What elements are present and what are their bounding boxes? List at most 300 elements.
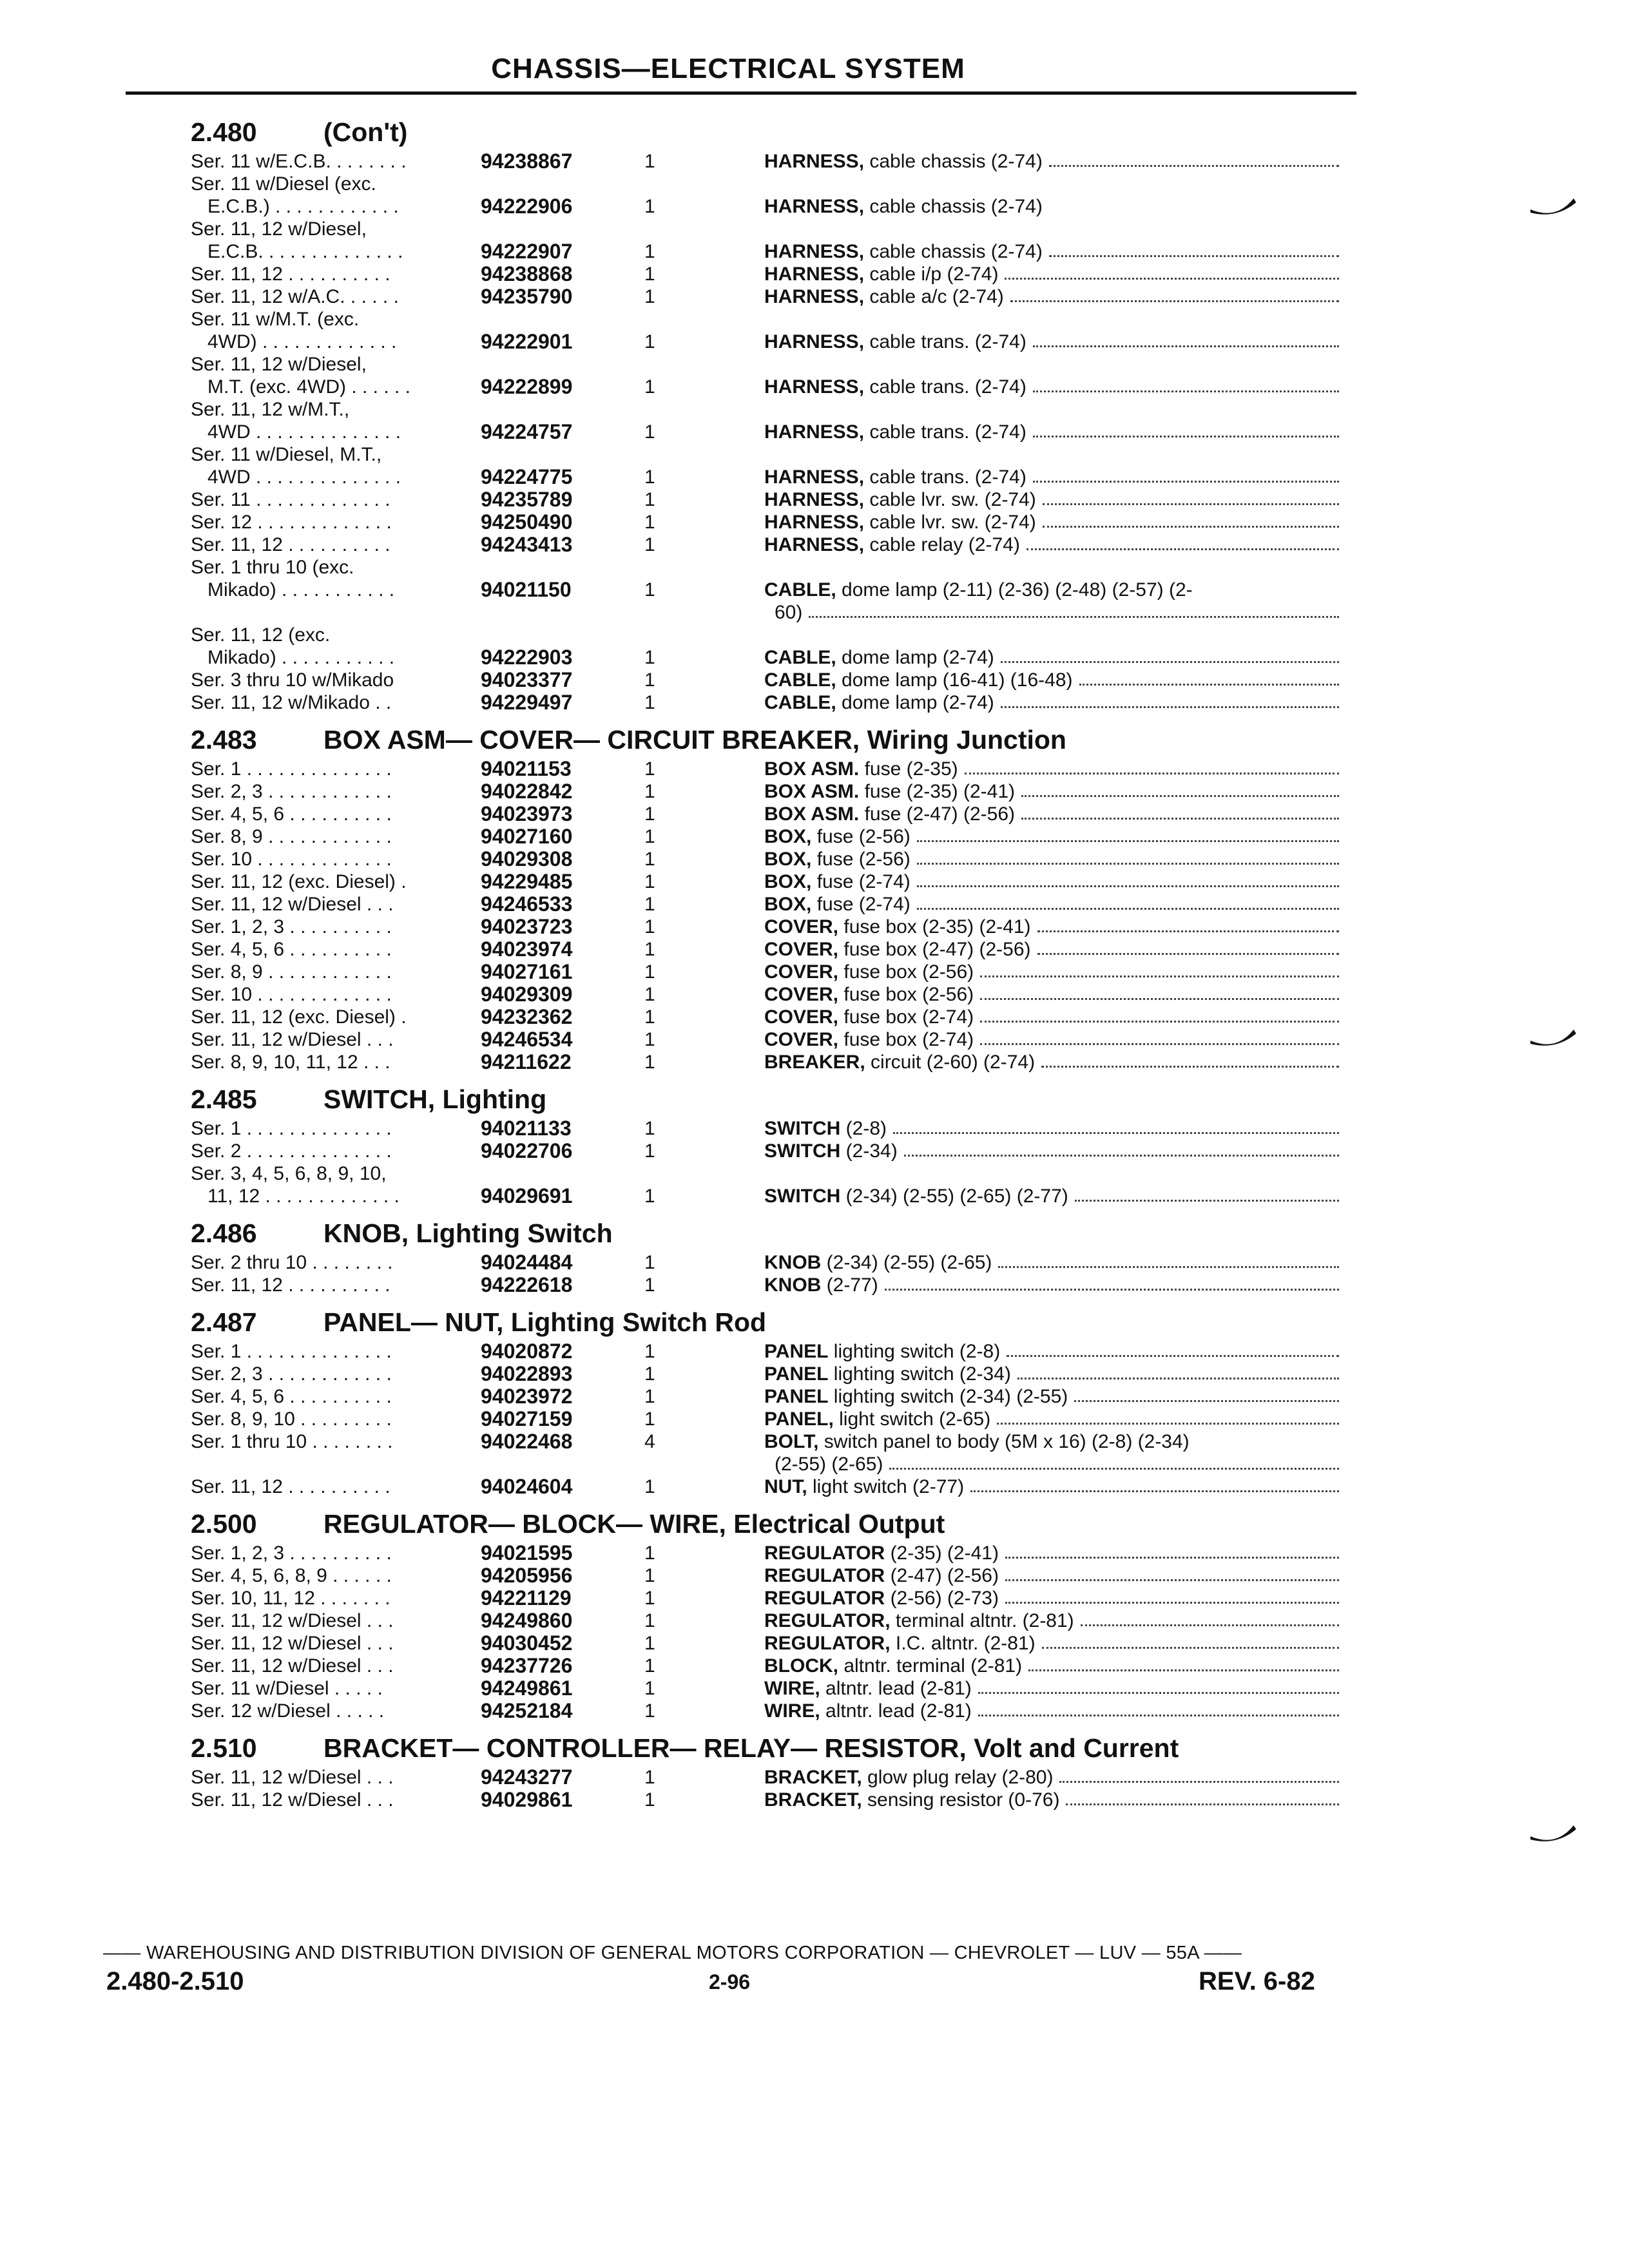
table-row: [191, 646, 1344, 669]
quantity: 1: [644, 1006, 655, 1028]
section-heading: [191, 1073, 1344, 1117]
section-number: 2.487: [191, 1307, 257, 1337]
part-detail: sensing resistor (0-76): [862, 1789, 1060, 1811]
part-description: [764, 466, 1344, 488]
part-noun: BOX ASM.: [764, 803, 860, 825]
table-row: [191, 893, 1344, 916]
quantity: 1: [644, 871, 655, 892]
part-detail: fuse (2-56): [811, 826, 911, 847]
dot-leader: [917, 885, 1339, 887]
footer-page-number: 2-96: [709, 1970, 751, 1994]
dot-leader: [1033, 390, 1339, 392]
serial-applicability: Ser. 11, 12 w/Diesel . . .: [191, 1029, 394, 1050]
part-number: 94020872: [481, 1340, 573, 1363]
quantity: 1: [644, 961, 655, 983]
part-noun: BOX,: [764, 849, 812, 870]
dot-leader: [1010, 300, 1339, 302]
table-row: [191, 579, 1344, 601]
dot-leader: [1081, 1624, 1339, 1626]
part-detail: fuse box (2-74): [838, 1029, 974, 1050]
part-detail: (2-47) (2-56): [885, 1565, 999, 1586]
table-row: [191, 240, 1344, 263]
section-2-500: [191, 1498, 1344, 1722]
quantity: 1: [644, 286, 655, 307]
serial-applicability: Ser. 11, 12 w/Mikado . .: [191, 692, 392, 713]
part-description: [764, 825, 1344, 848]
part-number: 94235790: [481, 285, 573, 308]
serial-applicability: Ser. 1 . . . . . . . . . . . . . .: [191, 1118, 392, 1139]
part-number: [481, 601, 635, 624]
table-row: [191, 1185, 1344, 1207]
serial-applicability: Ser. 11 w/E.C.B. . . . . . . .: [191, 151, 407, 172]
part-noun: BOX,: [764, 894, 812, 915]
table-row: [191, 601, 1344, 624]
part-number: [481, 1453, 635, 1475]
part-noun: COVER,: [764, 961, 839, 983]
section-title: REGULATOR— BLOCK— WIRE, Electrical Output: [323, 1509, 945, 1539]
part-description: [764, 1385, 1344, 1408]
part-description: [764, 1274, 1344, 1296]
serial-applicability: E.C.B. . . . . . . . . . . . . .: [207, 241, 403, 262]
dot-leader: [1021, 818, 1339, 820]
dot-leader: [917, 840, 1339, 842]
part-number: 94027159: [481, 1407, 573, 1430]
footer-section-range: 2.480-2.510: [106, 1967, 244, 1995]
serial-applicability: Ser. 11, 12 . . . . . . . . . .: [191, 534, 390, 555]
quantity: 1: [644, 421, 655, 443]
quantity: 1: [644, 1476, 655, 1497]
section-title: PANEL— NUT, Lighting Switch Rod: [323, 1307, 767, 1337]
part-noun: CABLE,: [764, 692, 836, 713]
serial-applicability: Ser. 4, 5, 6 . . . . . . . . . .: [191, 803, 392, 825]
dot-leader: [1066, 1803, 1339, 1805]
section-number: 2.483: [191, 725, 257, 754]
part-noun: HARNESS,: [764, 489, 865, 510]
section-2-483: [191, 714, 1344, 1073]
part-detail: dome lamp (2-74): [836, 647, 994, 668]
dot-leader: [1021, 795, 1339, 797]
table-row: [191, 218, 1344, 240]
serial-applicability: E.C.B.) . . . . . . . . . . . .: [207, 196, 399, 217]
part-description: [764, 669, 1344, 691]
table-row: [191, 353, 1344, 376]
serial-applicability: Ser. 3, 4, 5, 6, 8, 9, 10,: [191, 1163, 387, 1184]
table-row: [191, 195, 1344, 218]
part-number: 94238868: [481, 262, 573, 285]
table-row: [191, 669, 1344, 691]
part-description: [764, 758, 1344, 780]
part-noun: BLOCK,: [764, 1655, 838, 1677]
part-number: 94222903: [481, 646, 573, 669]
part-noun: KNOB: [764, 1252, 822, 1273]
serial-applicability: Ser. 11, 12 . . . . . . . . . .: [191, 1274, 390, 1296]
part-detail: lighting switch (2-34) (2-55): [828, 1386, 1068, 1407]
part-detail: cable i/p (2-74): [864, 264, 999, 285]
serial-applicability: Ser. 11, 12 . . . . . . . . . .: [191, 1476, 390, 1497]
section-number: 2.500: [191, 1509, 257, 1539]
table-row: [191, 488, 1344, 511]
quantity: [635, 601, 764, 624]
part-description: [764, 983, 1344, 1006]
part-noun: CABLE,: [764, 669, 836, 691]
quantity: 1: [644, 466, 655, 488]
quantity: 1: [644, 939, 655, 960]
part-description: [764, 173, 1344, 195]
part-detail: (2-8): [840, 1118, 887, 1139]
part-noun: PANEL,: [764, 1408, 834, 1430]
part-number: [481, 173, 635, 195]
part-detail: dome lamp (2-74): [836, 692, 994, 713]
part-number: 94021133: [481, 1117, 572, 1140]
part-number: 94243413: [481, 533, 573, 556]
table-row: [191, 825, 1344, 848]
section-title: BRACKET— CONTROLLER— RELAY— RESISTOR, Volt and Current: [323, 1733, 1179, 1763]
table-row: [191, 1274, 1344, 1296]
quantity: 1: [644, 1052, 655, 1073]
part-detail: fuse (2-56): [811, 849, 911, 870]
part-description: [764, 1117, 1344, 1140]
part-detail: (2-34) (2-55) (2-65) (2-77): [840, 1186, 1068, 1207]
table-row: [191, 1700, 1344, 1722]
part-noun: HARNESS,: [764, 286, 865, 307]
part-detail: altntr. lead (2-81): [820, 1678, 972, 1699]
quantity: [635, 624, 764, 646]
part-number: 94252184: [481, 1699, 573, 1722]
part-description: [764, 579, 1344, 601]
quantity: 1: [644, 1363, 655, 1385]
table-row: [191, 848, 1344, 870]
part-detail: cable relay (2-74): [864, 534, 1020, 555]
part-description: [764, 780, 1344, 803]
table-row: [191, 1162, 1344, 1185]
part-detail: I.C. altntr. (2-81): [890, 1633, 1036, 1654]
dot-leader: [1005, 1557, 1339, 1559]
part-number: 94023974: [481, 937, 573, 961]
part-number: 94029691: [481, 1184, 573, 1207]
section-number: 2.486: [191, 1218, 257, 1248]
serial-applicability: Mikado) . . . . . . . . . . .: [207, 647, 395, 668]
part-detail: (2-56) (2-73): [885, 1588, 999, 1609]
serial-applicability: Ser. 11 . . . . . . . . . . . . .: [191, 489, 390, 510]
table-row: [191, 1140, 1344, 1162]
part-detail: cable lvr. sw. (2-74): [864, 512, 1036, 533]
table-row: [191, 983, 1344, 1006]
serial-applicability: Mikado) . . . . . . . . . . .: [207, 579, 395, 601]
serial-applicability: Ser. 11, 12 w/Diesel . . .: [191, 1789, 394, 1811]
quantity: 1: [644, 489, 655, 510]
serial-applicability: Ser. 10 . . . . . . . . . . . . .: [191, 849, 392, 870]
table-row: [191, 533, 1344, 556]
part-description: [764, 1542, 1344, 1564]
serial-applicability: Ser. 11, 12 (exc.: [191, 624, 331, 646]
serial-applicability: Ser. 11, 12 w/Diesel,: [191, 218, 367, 240]
part-noun: KNOB: [764, 1274, 822, 1296]
table-row: [191, 1632, 1344, 1655]
part-noun: BRACKET,: [764, 1767, 862, 1788]
dot-leader: [1043, 526, 1339, 528]
table-row: [191, 1610, 1344, 1632]
serial-applicability: Ser. 11, 12 (exc. Diesel) .: [191, 871, 407, 892]
section-2-486: [191, 1207, 1344, 1296]
part-noun: BOX ASM.: [764, 758, 860, 780]
part-detail: lighting switch (2-34): [828, 1363, 1011, 1385]
part-noun: HARNESS,: [764, 421, 865, 443]
serial-applicability: Ser. 1 . . . . . . . . . . . . . .: [191, 1341, 392, 1362]
dot-leader: [1059, 1781, 1339, 1783]
part-detail: fuse (2-74): [811, 871, 911, 892]
part-description: [764, 1363, 1344, 1385]
table-row: [191, 938, 1344, 961]
part-noun: COVER,: [764, 939, 839, 960]
part-noun: HARNESS,: [764, 151, 865, 172]
table-row: [191, 1677, 1344, 1700]
part-noun: PANEL: [764, 1363, 829, 1385]
dot-leader: [980, 1043, 1339, 1045]
part-detail: dome lamp (16-41) (16-48): [836, 669, 1073, 691]
part-noun: CABLE,: [764, 647, 836, 668]
part-noun: BRACKET,: [764, 1789, 862, 1811]
part-number: 94222907: [481, 240, 573, 263]
table-row: [191, 1542, 1344, 1564]
serial-applicability: Ser. 1 thru 10 (exc.: [191, 557, 354, 578]
part-number: 94211622: [481, 1050, 572, 1073]
part-noun: HARNESS,: [764, 331, 865, 352]
part-number: 94249860: [481, 1609, 573, 1632]
header-rule: [126, 91, 1356, 95]
dot-leader: [1049, 165, 1339, 167]
part-description: [764, 1677, 1344, 1700]
part-number: 94024604: [481, 1475, 573, 1498]
quantity: 1: [644, 1118, 655, 1139]
quantity: [635, 443, 764, 466]
quantity: 1: [644, 1386, 655, 1407]
quantity: 1: [644, 151, 655, 172]
part-detail: fuse box (2-47) (2-56): [838, 939, 1031, 960]
part-noun: WIRE,: [764, 1700, 820, 1722]
serial-applicability: Ser. 8, 9 . . . . . . . . . . . .: [191, 961, 392, 983]
serial-applicability: M.T. (exc. 4WD) . . . . . .: [207, 376, 411, 398]
dot-leader: [1033, 436, 1339, 437]
quantity: [635, 1162, 764, 1185]
part-number: [481, 353, 635, 376]
part-number: 94229497: [481, 691, 573, 714]
part-description: [764, 533, 1344, 556]
serial-applicability: Ser. 10, 11, 12 . . . . . . .: [191, 1588, 390, 1609]
dot-leader: [809, 616, 1339, 618]
part-number: 94024484: [481, 1251, 573, 1274]
part-description: [764, 1564, 1344, 1587]
part-description: [764, 1430, 1344, 1453]
part-number: 94029861: [481, 1788, 573, 1811]
part-description: [764, 1587, 1344, 1610]
dot-leader: [1005, 1579, 1339, 1581]
table-row: [191, 870, 1344, 893]
serial-applicability: Ser. 10 . . . . . . . . . . . . .: [191, 984, 392, 1005]
part-noun: PANEL: [764, 1386, 829, 1407]
serial-applicability: Ser. 11, 12 w/A.C. . . . . .: [191, 286, 399, 307]
part-noun: HARNESS,: [764, 196, 865, 217]
part-noun: NUT,: [764, 1476, 807, 1497]
part-number: 94021150: [481, 578, 572, 601]
serial-applicability: Ser. 11, 12 w/Diesel . . .: [191, 1610, 394, 1631]
quantity: 1: [644, 894, 655, 915]
quantity: [635, 556, 764, 579]
part-description: [764, 916, 1344, 938]
part-description: [764, 285, 1344, 308]
part-number: [481, 443, 635, 466]
part-detail: cable lvr. sw. (2-74): [864, 489, 1036, 510]
table-row: [191, 1564, 1344, 1587]
serial-applicability: Ser. 2 . . . . . . . . . . . . . .: [191, 1140, 392, 1162]
section-title: (Con't): [323, 117, 408, 147]
part-description: [764, 691, 1344, 714]
table-row: [191, 466, 1344, 488]
part-description: [764, 1700, 1344, 1722]
quantity: [635, 353, 764, 376]
serial-applicability: Ser. 1 . . . . . . . . . . . . . .: [191, 758, 392, 780]
part-detail: (2-35) (2-41): [885, 1542, 999, 1564]
part-description: [764, 240, 1344, 263]
part-description: [764, 1162, 1344, 1185]
part-number: 94021595: [481, 1541, 573, 1564]
serial-applicability: Ser. 2 thru 10 . . . . . . . .: [191, 1252, 393, 1273]
table-row: [191, 1251, 1344, 1274]
table-row: [191, 376, 1344, 398]
part-detail: fuse (2-47) (2-56): [859, 803, 1015, 825]
dot-leader: [904, 1155, 1339, 1157]
part-detail: cable chassis (2-74): [864, 151, 1043, 172]
part-detail: altntr. terminal (2-81): [838, 1655, 1023, 1677]
part-detail: cable trans. (2-74): [864, 421, 1027, 443]
table-row: [191, 1587, 1344, 1610]
dot-leader: [1075, 1200, 1339, 1202]
part-noun: REGULATOR: [764, 1565, 885, 1586]
quantity: 1: [644, 1252, 655, 1273]
serial-applicability: Ser. 11, 12 w/Diesel,: [191, 354, 367, 375]
part-noun: SWITCH: [764, 1186, 841, 1207]
part-description: [764, 263, 1344, 285]
part-number: 94029309: [481, 983, 573, 1006]
section-heading: [191, 1296, 1344, 1340]
section-title: SWITCH, Lighting: [323, 1084, 547, 1114]
serial-applicability: Ser. 8, 9, 10, 11, 12 . . .: [191, 1052, 390, 1073]
table-row: [191, 1028, 1344, 1051]
part-description: [764, 624, 1344, 646]
serial-applicability: Ser. 11 w/M.T. (exc.: [191, 309, 360, 330]
part-detail: cable a/c (2-74): [864, 286, 1004, 307]
part-number: 94249861: [481, 1677, 573, 1700]
part-detail: fuse (2-74): [811, 894, 911, 915]
table-row: [191, 758, 1344, 780]
quantity: 1: [644, 758, 655, 780]
quantity: 1: [644, 1588, 655, 1609]
part-number: 94224757: [481, 420, 573, 443]
section-title: KNOB, Lighting Switch: [323, 1218, 613, 1248]
part-noun: PANEL: [764, 1341, 829, 1362]
table-row: [191, 285, 1344, 308]
part-description: [764, 893, 1344, 916]
part-number: 94250490: [481, 510, 573, 533]
part-noun: BOX,: [764, 871, 812, 892]
part-detail: light switch (2-77): [807, 1476, 965, 1497]
table-row: [191, 1430, 1344, 1453]
part-number: 94222899: [481, 375, 573, 398]
part-detail-continued: 60): [775, 602, 803, 623]
part-number: [481, 308, 635, 331]
part-noun: COVER,: [764, 916, 839, 937]
quantity: 1: [644, 1341, 655, 1362]
dot-leader: [1037, 930, 1340, 932]
table-row: [191, 511, 1344, 533]
part-description: [764, 1789, 1344, 1811]
part-number: 94030452: [481, 1631, 573, 1655]
part-description: [764, 1610, 1344, 1632]
part-description: [764, 1632, 1344, 1655]
part-detail: altntr. lead (2-81): [820, 1700, 972, 1722]
part-noun: HARNESS,: [764, 376, 865, 398]
binder-mark-icon: [1527, 1024, 1579, 1050]
part-noun: BOLT,: [764, 1431, 819, 1452]
dot-leader: [885, 1289, 1339, 1291]
dot-leader: [893, 1132, 1339, 1134]
quantity: 1: [644, 1767, 655, 1788]
part-number: 94023377: [481, 668, 573, 691]
part-description: [764, 218, 1344, 240]
quantity: [635, 398, 764, 421]
table-row: [191, 780, 1344, 803]
part-detail: fuse box (2-56): [838, 961, 974, 983]
part-detail: (2-34) (2-55) (2-65): [821, 1252, 992, 1273]
quantity: 1: [644, 849, 655, 870]
table-row: [191, 1453, 1344, 1475]
quantity: 1: [644, 1633, 655, 1654]
part-number: 94022468: [481, 1430, 573, 1453]
part-detail: lighting switch (2-8): [828, 1341, 1001, 1362]
quantity: 1: [644, 692, 655, 713]
table-row: [191, 1408, 1344, 1430]
dot-leader: [965, 773, 1339, 774]
quantity: 1: [644, 1789, 655, 1811]
dot-leader: [1017, 1378, 1339, 1379]
binder-mark-icon: [1527, 1820, 1579, 1846]
part-number: 94246533: [481, 892, 573, 916]
part-description: [764, 1655, 1344, 1677]
serial-applicability: 4WD . . . . . . . . . . . . . .: [207, 466, 401, 488]
section-number: 2.510: [191, 1733, 257, 1763]
quantity: 1: [644, 534, 655, 555]
part-description: [764, 1251, 1344, 1274]
part-detail: switch panel to body (5M x 16) (2-8) (2-34): [818, 1431, 1190, 1452]
part-detail: cable chassis (2-74): [864, 196, 1043, 217]
section-number: 2.480: [191, 117, 257, 147]
dot-leader: [1028, 1669, 1339, 1671]
quantity: 1: [644, 1655, 655, 1677]
serial-applicability: Ser. 12 w/Diesel . . . . .: [191, 1700, 385, 1722]
parts-list: [191, 106, 1344, 1811]
part-noun: REGULATOR: [764, 1542, 885, 1564]
part-noun: SWITCH: [764, 1118, 841, 1139]
table-row: [191, 398, 1344, 421]
quantity: 1: [644, 1542, 655, 1564]
serial-applicability: Ser. 3 thru 10 w/Mikado: [191, 669, 394, 691]
table-row: [191, 1006, 1344, 1028]
serial-applicability: 4WD) . . . . . . . . . . . . .: [207, 331, 397, 352]
part-noun: REGULATOR,: [764, 1610, 891, 1631]
part-description: [764, 803, 1344, 825]
dot-leader: [917, 908, 1339, 910]
footer-publisher: —— WAREHOUSING AND DISTRIBUTION DIVISION OF GENERAL MOTORS CORPORATION — CHEVROLET — LUV — 55A ——: [103, 1943, 1242, 1963]
section-2-480: [191, 106, 1344, 714]
